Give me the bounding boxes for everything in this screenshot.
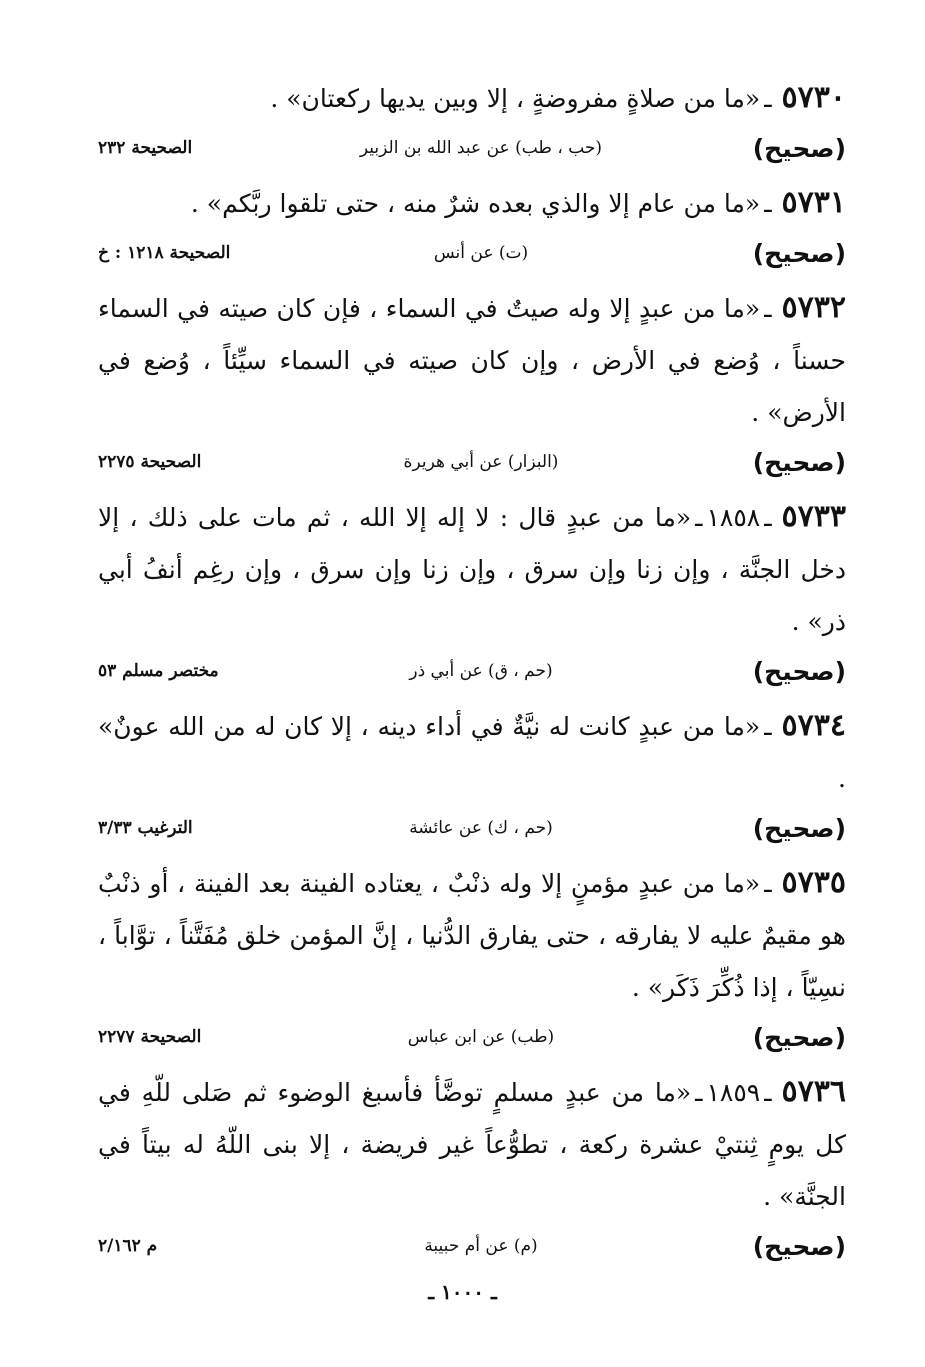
narrators: (م) عن أم حبيبة	[424, 1236, 538, 1256]
narrators: (حم ، ك) عن عائشة	[409, 818, 553, 838]
narrators: (طب) عن ابن عباس	[407, 1027, 555, 1047]
source-line	[98, 439, 846, 485]
reference: م ٢/١٦٢	[98, 1236, 158, 1256]
narrators: (البزار) عن أبي هريرة	[403, 452, 559, 472]
hadith-text: «ما من عبدٍ كانت له نيَّةٌ في أداء دينه ، إلا كان له من الله عونٌ» .	[98, 712, 846, 793]
hadith-number: ٥٧٣٣	[781, 499, 846, 534]
source-line	[98, 1014, 846, 1060]
dash: ـ	[764, 1078, 772, 1107]
secondary-number: ١٨٥٩	[706, 1078, 761, 1107]
narrators: (ت) عن أنس	[433, 243, 529, 263]
reference: الصحيحة ١٢١٨ : خ	[98, 243, 231, 263]
hadith-text-block	[98, 1066, 846, 1223]
hadith-text-block	[98, 857, 846, 1014]
hadith-text: «ما من عبدٍ مؤمنٍ إلا وله ذنْبٌ ، يعتاده الفينة بعد الفينة ، أو ذنْبٌ هو مقيمٌ عليه لا يفارقه ، حتى يفارق الدُّنيا ، إنَّ المؤمن خلق مُفَتَّناً ، توَّاباً ، نسِيّاً ، إذا ذُكِّرَ ذَكَر» .	[98, 869, 846, 1002]
dash: ـ	[695, 503, 703, 532]
hadith-number: ٥٧٣٢	[781, 290, 846, 325]
source-line	[98, 648, 846, 694]
dash: ـ	[764, 84, 772, 113]
hadith-number: ٥٧٣٤	[781, 708, 846, 743]
narrators: (حب ، طب) عن عبد الله بن الزبير	[359, 138, 603, 158]
dash: ـ	[764, 294, 772, 323]
grade-label: (صحيح)	[752, 1231, 846, 1261]
hadith-text: «ما من عبدٍ قال : لا إله إلا الله ، ثم مات على ذلك ، إلا دخل الجنَّة ، وإن زنا وإن سرق ، وإن زنا وإن سرق ، وإن رغِم أنفُ أبي ذر» .	[98, 503, 846, 636]
dash: ـ	[764, 869, 772, 898]
hadith-entry	[98, 282, 846, 485]
source-line	[98, 230, 846, 276]
hadith-text: «ما من صلاةٍ مفروضةٍ ، إلا وبين يديها ركعتان» .	[270, 84, 761, 113]
hadith-entry	[98, 177, 846, 276]
grade-label: (صحيح)	[752, 656, 846, 686]
grade-label: (صحيح)	[752, 238, 846, 268]
reference: الصحيحة ٢٢٧٧	[98, 1027, 202, 1047]
hadith-number: ٥٧٣٠	[781, 80, 846, 115]
source-line	[98, 125, 846, 171]
hadith-text-block	[98, 491, 846, 648]
grade-label: (صحيح)	[752, 447, 846, 477]
dash: ـ	[695, 1078, 703, 1107]
grade-label: (صحيح)	[752, 813, 846, 843]
reference: مختصر مسلم ٥٣	[98, 661, 219, 681]
hadith-text-block	[98, 177, 846, 230]
grade-label: (صحيح)	[752, 1022, 846, 1052]
hadith-text-block	[98, 72, 846, 125]
hadith-text: «ما من عبدٍ إلا وله صيتٌ في السماء ، فإن كان صيته في السماء حسناً ، وُضع في الأرض ، وإن كان صيته في السماء سيِّئاً ، وُضع في الأرض» .	[98, 294, 846, 427]
page-number: ـ ١٠٠٠ ـ	[428, 1280, 497, 1304]
page-content	[98, 72, 846, 1275]
hadith-text-block	[98, 282, 846, 439]
hadith-text: «ما من عبدٍ مسلمٍ توضَّأ فأسبغ الوضوء ثم صَلى للّهِ في كل يومٍ ثِنتيْ عشرة ركعة ، تطوُّعاً غير فريضة ، إلا بنى اللّهُ له بيتاً في الجنَّة» .	[98, 1078, 846, 1211]
reference: الصحيحة ٢٣٢	[98, 138, 193, 158]
hadith-number: ٥٧٣٦	[781, 1074, 846, 1109]
reference: الصحيحة ٢٢٧٥	[98, 452, 202, 472]
dash: ـ	[764, 712, 772, 741]
hadith-entry	[98, 857, 846, 1060]
narrators: (حم ، ق) عن أبي ذر	[409, 661, 553, 681]
dash: ـ	[764, 189, 772, 218]
grade-label: (صحيح)	[752, 133, 846, 163]
hadith-entry	[98, 700, 846, 851]
hadith-entry	[98, 491, 846, 694]
hadith-entry	[98, 72, 846, 171]
hadith-number: ٥٧٣١	[781, 185, 846, 220]
hadith-number: ٥٧٣٥	[781, 865, 846, 900]
source-line	[98, 805, 846, 851]
hadith-text: «ما من عام إلا والذي بعده شرٌ منه ، حتى تلقوا ربَّكم» .	[190, 189, 761, 218]
secondary-number: ١٨٥٨	[706, 503, 761, 532]
reference: الترغيب ٣/٣٣	[98, 818, 193, 838]
hadith-entry	[98, 1066, 846, 1269]
hadith-text-block	[98, 700, 846, 805]
dash: ـ	[764, 503, 772, 532]
source-line	[98, 1223, 846, 1269]
